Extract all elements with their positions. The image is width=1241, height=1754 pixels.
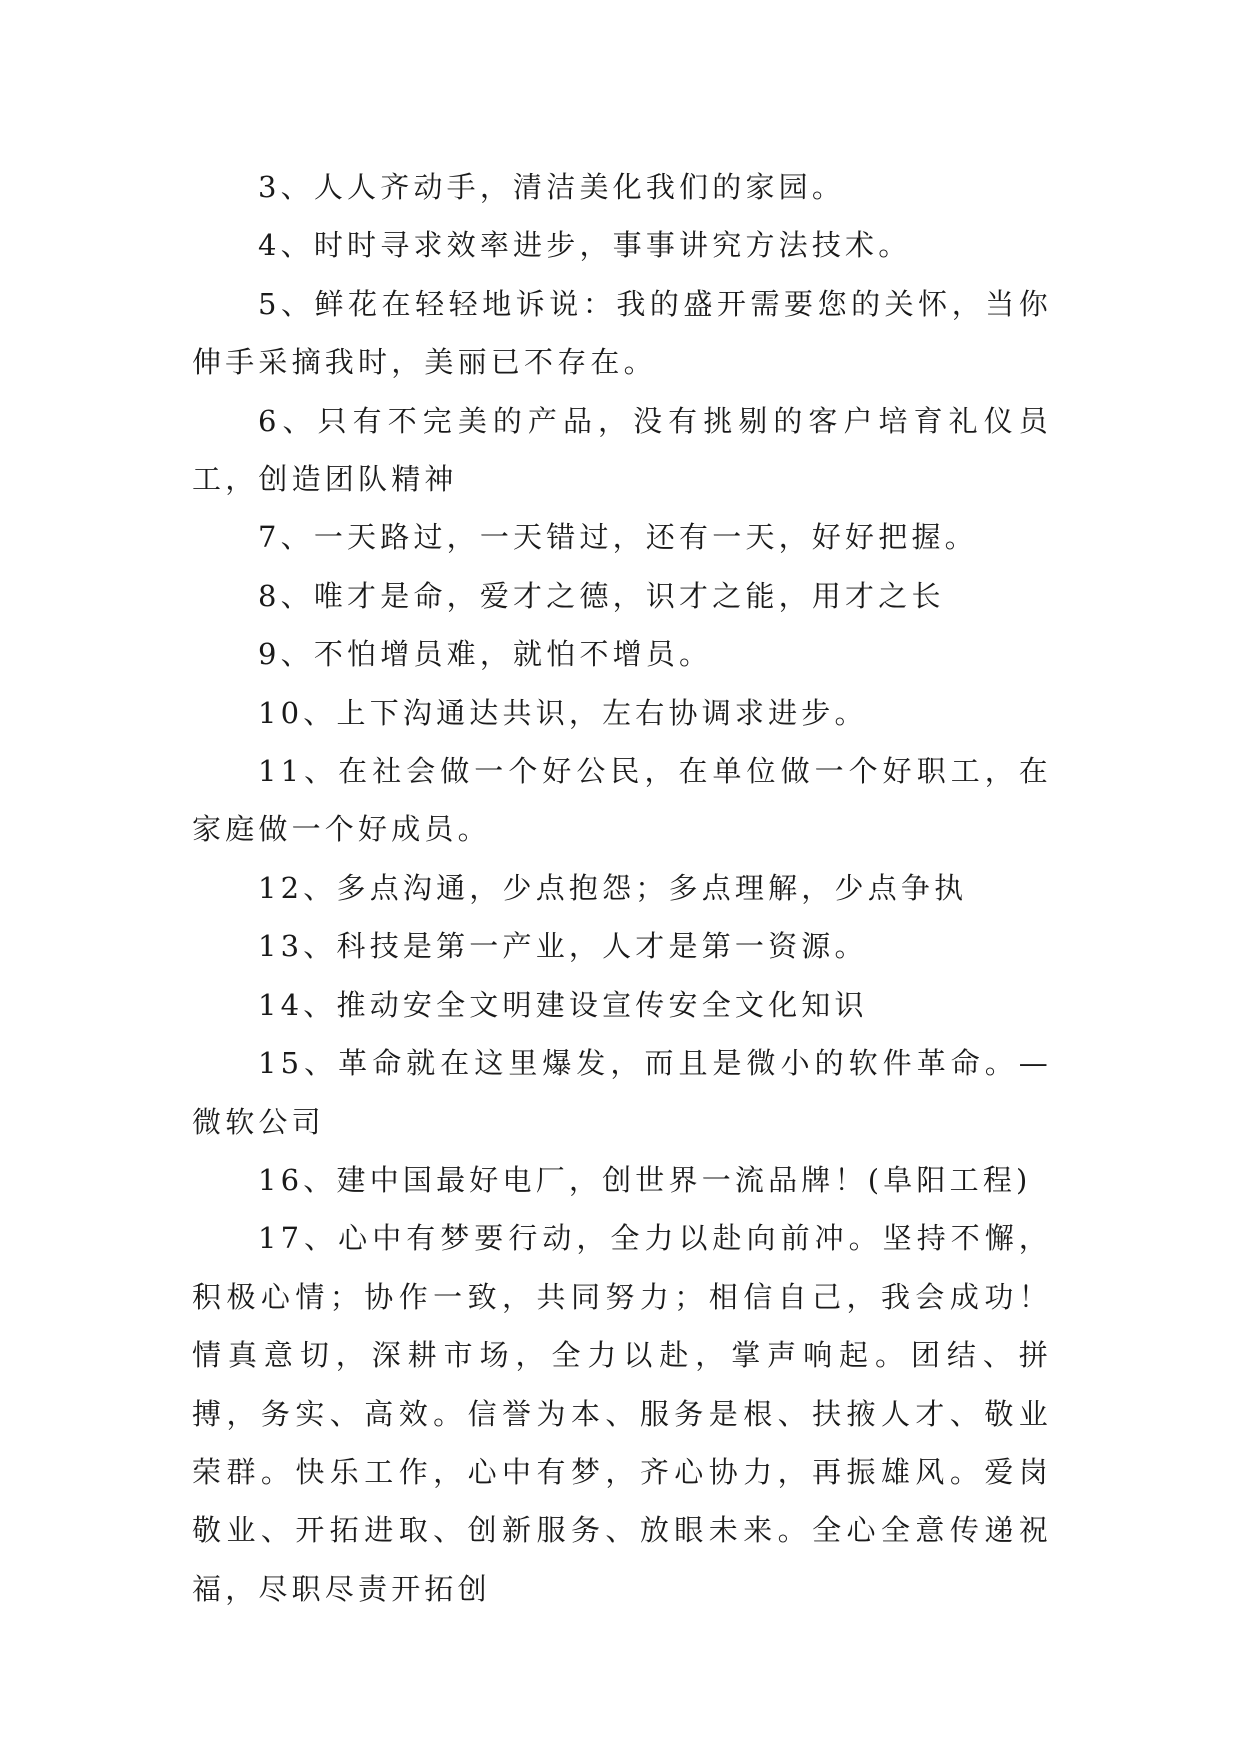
paragraph-16: 16、建中国最好电厂，创世界一流品牌！(阜阳工程) [258,1162,1032,1197]
paragraph-10: 10、上下沟通达共识，左右协调求进步。 [258,695,868,730]
paragraph-9: 9、不怕增员难，就怕不增员。 [258,637,713,672]
paragraph-11: 11、在社会做一个好公民，在单位做一个好职工，在家庭做一个好成员。 [192,754,1052,847]
paragraph-13: 13、科技是第一产业，人才是第一资源。 [258,929,868,964]
paragraph-15: 15、革命就在这里爆发，而且是微小的软件革命。—微软公司 [192,1046,1052,1139]
paragraph-17: 17、心中有梦要行动，全力以赴向前冲。坚持不懈，积极心情；协作一致，共同努力；相信自己，我会成功！情真意切，深耕市场，全力以赴，掌声响起。团结、拼搏，务实、高效。信誉为本、服务是根、扶掖人才、敬业荣群。快乐工作，心中有梦，齐心协力，再振雄风。爱岗敬业、开拓进取、创新服务、放眼未来。全心全意传递祝福，尽职尽责开拓创 [192,1221,1052,1606]
document-body [192,158,1052,1618]
paragraph-12: 12、多点沟通，少点抱怨；多点理解，少点争执 [258,870,968,905]
paragraph-8: 8、唯才是命，爱才之德，识才之能，用才之长 [258,578,945,613]
paragraph-3: 3、人人齐动手，清洁美化我们的家园。 [258,170,846,204]
paragraph-7: 7、一天路过，一天错过，还有一天，好好把握。 [258,520,978,555]
paragraph-6: 6、只有不完美的产品，没有挑剔的客户培育礼仪员工，创造团队精神 [192,403,1052,497]
paragraph-4: 4、时时寻求效率进步，事事讲究方法技术。 [258,228,912,263]
paragraph-5: 5、鲜花在轻轻地诉说：我的盛开需要您的关怀，当你伸手采摘我时，美丽已不存在。 [192,286,1052,380]
paragraph-14: 14、推动安全文明建设宣传安全文化知识 [258,987,868,1022]
